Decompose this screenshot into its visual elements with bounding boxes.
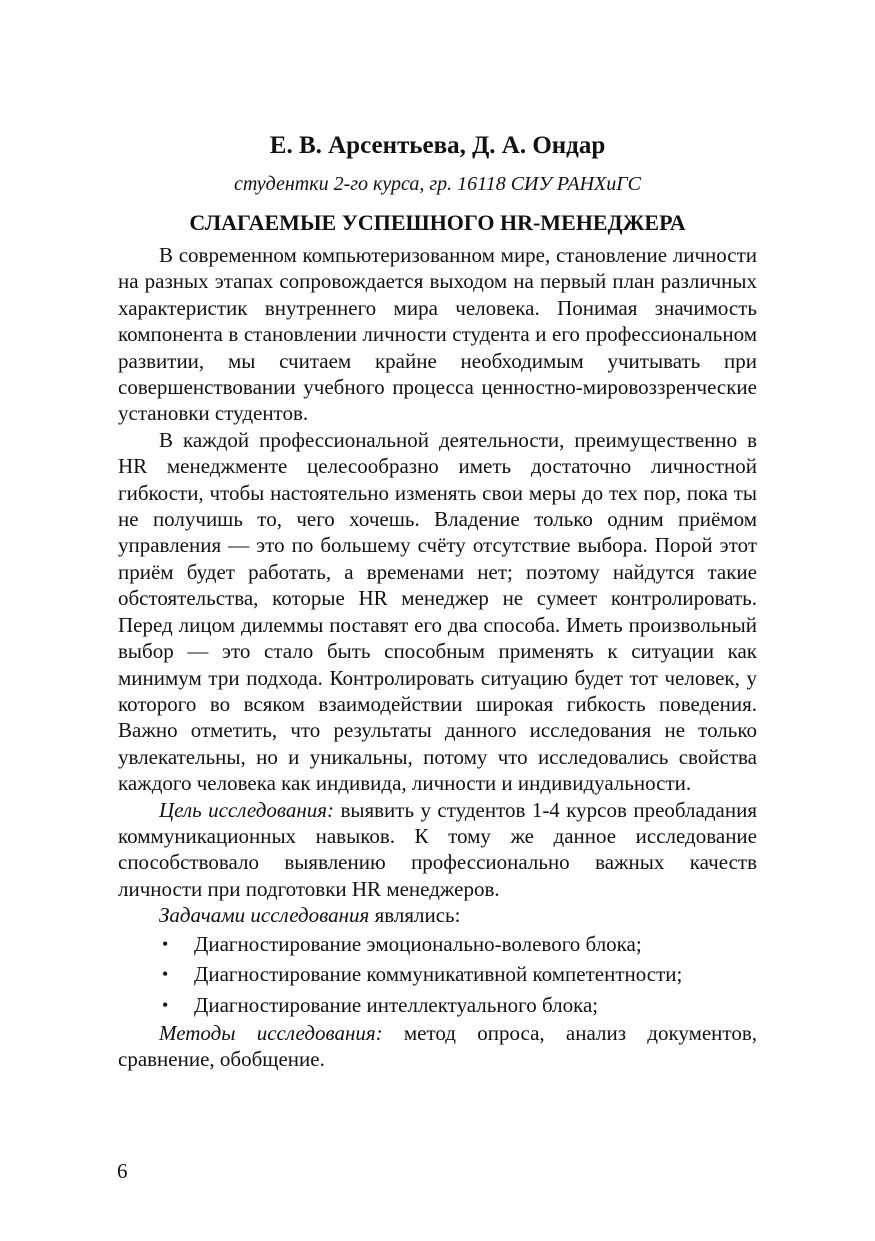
list-item-text: Диагностирование коммуникативной компетентности; <box>194 962 683 987</box>
list-item-text: Диагностирование интеллектуального блока; <box>194 992 599 1017</box>
bullet-icon: • <box>162 964 169 985</box>
tasks-label: Задачами исследования <box>159 903 370 928</box>
tasks-text: являлись: <box>374 903 461 928</box>
list-item-text: Диагностирование эмоционально-волевого блока; <box>194 931 642 956</box>
paragraph-goal <box>118 797 757 903</box>
methods-label: Методы исследования: <box>159 1021 383 1046</box>
list-item <box>118 959 757 990</box>
affiliation-line: студентки 2-го курса, гр. 16118 СИУ РАНХиГС <box>233 173 641 195</box>
paragraph-intro: В современном компьютеризованном мире, становление личности на разных этапах сопровождается выходом на первый план различных характеристик внутреннего мира человека. Понимая значимость компонента в становлении личности студента и его профессиональном развитии, мы считаем крайне необходимым учитывать при совершенствовании учебного процесса ценностно-мировоззренческие установки студентов. <box>118 243 757 426</box>
bullet-icon: • <box>162 933 169 954</box>
bullet-icon: • <box>162 994 169 1015</box>
list-item <box>118 990 757 1021</box>
authors-heading: Е. В. Арсентьева, Д. А. Ондар <box>269 132 606 159</box>
article-title: СЛАГАЕМЫЕ УСПЕШНОГО HR-МЕНЕДЖЕРА <box>189 210 686 235</box>
list-item <box>118 929 757 960</box>
paragraph-tasks <box>118 902 757 928</box>
tasks-list <box>118 929 757 1021</box>
paragraph-flexibility: В каждой профессиональной деятельности, преимущественно в HR менеджменте целесообразно иметь достаточно личностной гибкости, чтобы настоятельно изменять свои меры до тех пор, пока ты не получишь то, чего хочешь. Владение только одним приёмом управления — это по большему счёту отсутствие выбора. Порой этот приём будет работать, а временами нет; поэтому найдутся такие обстоятельства, которые HR менеджер не сумеет контролировать. Перед лицом дилеммы поставят его два способа. Иметь произвольный выбор — это стало быть способным применять к ситуации как минимум три подхода. Контролировать ситуацию будет тот человек, у которого во всяком взаимодействии широкая гибкость поведения. Важно отметить, что результаты данного исследования не только увлекательны, но и уникальны, потому что исследовались свойства каждого человека как индивида, личности и индивидуальности. <box>118 427 757 796</box>
paragraph-methods <box>118 1020 757 1073</box>
methods-text: метод опроса, анализ документов, сравнение, обобщение. <box>118 1021 757 1072</box>
goal-text: выявить у студентов 1-4 курсов преобладания коммуникационных навыков. К тому же данное исследование способствовало выявлению профессионально важных качеств личности при подготовки HR менеджеров. <box>118 797 757 901</box>
page-content <box>118 126 757 1073</box>
page-number: 6 <box>117 1159 128 1183</box>
goal-label: Цель исследования: <box>159 797 335 822</box>
